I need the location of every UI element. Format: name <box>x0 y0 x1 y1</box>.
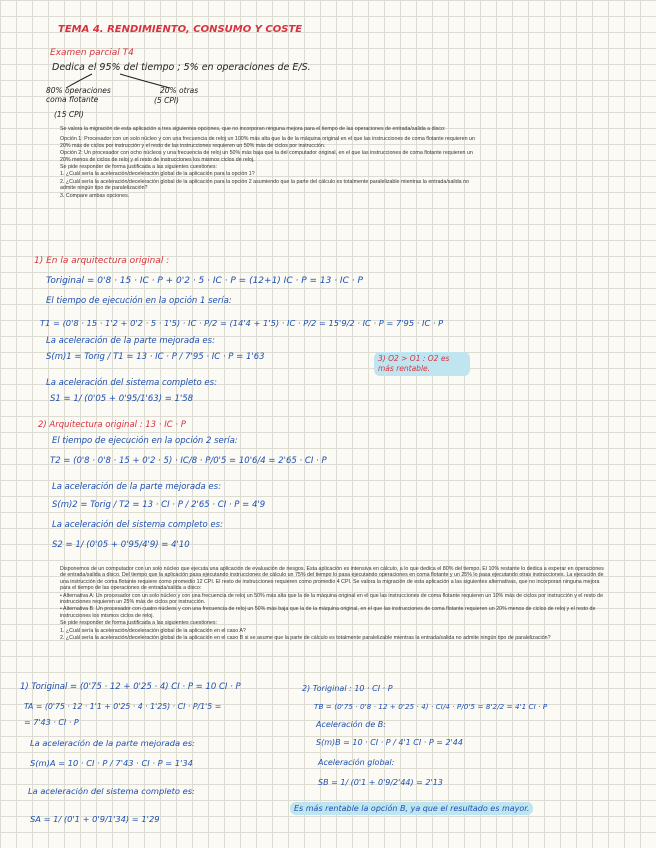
solution2-accel: S(m)2 = Torig / T2 = 13 · CI · P / 2'65 · CI · P = 4'9 <box>52 500 266 510</box>
solution1-accel-label: La aceleración de la parte mejorada es: <box>46 336 215 346</box>
solution3-ta2: = 7'43 · CI · P <box>24 718 79 727</box>
problem1-option2: Opción 2: Un procesador con ocho núcleos y una frecuencia de reloj un 50% más baja que la del computador original, en el que las instrucciones de coma flotante requieren un 20% menos de ciclos de reloj y el resto de instrucciones los mismos ciclos de reloj. <box>60 150 473 163</box>
solution2-system: S2 = 1/ (0'05 + 0'95/4'9) = 4'10 <box>52 540 190 550</box>
conclusion-highlight <box>290 802 533 815</box>
answer-highlight <box>374 352 470 376</box>
solution2-system-label: La aceleración del sistema completo es: <box>52 520 223 530</box>
other-cpi-label: (5 CPI) <box>154 96 179 105</box>
solution4-torig: 2) Toriginal : 10 · CI · P <box>302 684 393 693</box>
problem1-ask: Se pide responder de forma justificada a las siguientes cuestiones: <box>60 164 217 171</box>
problem2-q2: 2. ¿Cuál sería la aceleración/deceleración global de la aplicación en el caso B si se asume que la parte de cálculo es totalmente paralelizable mientras la entrada/salida no admite ningún tipo de paralelización? <box>60 635 551 642</box>
solution4-global: SB = 1/ (0'1 + 0'9/2'44) = 2'13 <box>318 778 443 787</box>
page-title: TEMA 4. RENDIMIENTO, CONSUMO Y COSTE <box>58 24 303 35</box>
problem1-option1: Opción 1: Procesador con un solo núcleo y con una frecuencia de reloj un 100% más alta que la de la máquina original en el que las instrucciones de coma flotante requieren un 20% más de ciclos por instrucción y el resto de las instrucciones requieren un 50% más de ciclos por instrucción. <box>60 136 475 149</box>
problem1-statement <box>60 126 480 200</box>
solution1-intro: El tiempo de ejecución en la opción 1 sería: <box>46 296 232 306</box>
solution4-accel: S(m)B = 10 · CI · P / 4'1 CI · P = 2'44 <box>316 738 463 747</box>
solution3-system: SA = 1/ (0'1 + 0'9/1'34) = 1'29 <box>30 814 160 824</box>
problem1-q1: 1. ¿Cuál sería la aceleración/deceleración global de la aplicación para la opción 1? <box>60 171 255 178</box>
problem1-intro: Se valora la migración de esta aplicación a tres siguientes opciones, que no incorporan ninguna mejora para el tiempo de las operaciones de entrada/salida a disco: <box>60 126 446 132</box>
other-ops-label: 20% otras <box>160 86 199 95</box>
problem2-altA: • Alternativa A: Un procesador con un solo núcleo y con una frecuencia de reloj un 50% más alta que la de la máquina original en el que las instrucciones de coma flotante requieren un 10% más de ciclos por instrucción y el resto de instrucciones requieren un 25% más de ciclos por instrucción. <box>60 592 604 606</box>
solution4-global-label: Aceleración global: <box>318 758 395 767</box>
solution3-torig: 1) Toriginal = (0'75 · 12 + 0'25 · 4) CI · P = 10 CI · P <box>20 682 241 692</box>
solution4-tb: TB = (0'75 · 0'8 · 12 + 0'25 · 4) · CI/4 · P/0'5 = 8'2/2 = 4'1 CI · P <box>314 702 548 711</box>
conclusion-text: Es más rentable la opción B, ya que el resultado es mayor. <box>294 804 530 813</box>
problem2-q1: 1. ¿Cuál sería la aceleración/deceleración global de la aplicación en el caso A? <box>60 627 246 634</box>
solution4-accel-label: Aceleración de B: <box>316 720 386 729</box>
solution2-heading: 2) Arquitectura original : 13 · IC · P <box>38 420 186 430</box>
problem1-q3: 3. Compare ambas opciones. <box>60 192 130 199</box>
exam-line: Dedica el 95% del tiempo ; 5% en operaciones de E/S. <box>52 62 311 73</box>
solution2-accel-label: La aceleración de la parte mejorada es: <box>52 482 221 492</box>
solution1-torig: Toriginal = 0'8 · 15 · IC · P + 0'2 · 5 · IC · P = (12+1) IC · P = 13 · IC · P <box>46 276 363 286</box>
solution1-accel: S(m)1 = Torig / T1 = 13 · IC · P / 7'95 · IC · P = 1'63 <box>46 352 265 362</box>
solution2-intro: El tiempo de ejecución en la opción 2 sería: <box>52 436 238 446</box>
solution3-accel: S(m)A = 10 · CI · P / 7'43 · CI · P = 1'34 <box>30 758 193 768</box>
exam-label: Examen parcial T4 <box>50 48 134 58</box>
solution3-system-label: La aceleración del sistema completo es: <box>28 786 195 796</box>
problem2-altB: • Alternativa B: Un procesador con cuatro núcleos y con una frecuencia de reloj un 50% más baja que la de la máquina original, en el que las instrucciones de coma flotante requieren un 20% menos de ciclos de reloj y el resto de instrucciones los mismos ciclos de reloj. <box>60 606 596 619</box>
solution3-accel-label: La aceleración de la parte mejorada es: <box>30 738 195 748</box>
float-ops-label: 80% operaciones coma flotante <box>46 86 111 104</box>
solution1-system: S1 = 1/ (0'05 + 0'95/1'63) = 1'58 <box>50 394 194 404</box>
solution1-heading: 1) En la arquitectura original : <box>34 256 170 266</box>
problem1-q2: 2. ¿Cuál sería la aceleración/deceleración global de la aplicación para la opción 2 asumiendo que la parte del cálculo es totalmente paralelizable mientras la entrada/salida no admite ningún tipo de paralelización? <box>60 178 469 192</box>
problem2-statement <box>60 566 608 642</box>
solution1-system-label: La aceleración del sistema completo es: <box>46 378 217 388</box>
problem2-ask: Se pide responder de forma justificada a las siguientes cuestiones: <box>60 620 217 627</box>
answer-text: 3) O2 > O1 : O2 es más rentable. <box>378 354 450 373</box>
solution1-t1: T1 = (0'8 · 15 · 1'2 + 0'2 · 5 · 1'5) · IC · P/2 = (14'4 + 1'5) · IC · P/2 = 15'9/2 · IC · P = 7'95 · IC · P <box>40 318 444 328</box>
solution2-t2: T2 = (0'8 · 0'8 · 15 + 0'2 · 5) · IC/8 · P/0'5 = 10'6/4 = 2'65 · CI · P <box>50 456 327 466</box>
solution3-ta: TA = (0'75 · 12 · 1'1 + 0'25 · 4 · 1'25) · CI · P/1'5 = <box>24 702 222 711</box>
problem2-p1: Disponemos de un computador con un solo núcleo que ejecuta una aplicación de evaluación de riesgos. Esta aplicación es intensiva en cálculo, a lo que dedica el 80% del tiempo. El 10% restante lo dedica a esperar en operaciones de entrada/salida a disco. Del tiempo que la aplicación pasa ejecutando instrucciones de cálculo un 75% del tiempo lo pasa ejecutando operaciones en coma flotante y un 25% lo pasa ejecutando otras instrucciones. La ejecución de una instrucción de coma flotante requiere como promedio 12 CPI. El resto de instrucciones requieren como promedio 4 CPI. Se valora la migración de esta aplicación a las siguientes alternativas, que no incorporan ninguna mejora para el tiempo de las operaciones de entrada/salida a disco: <box>60 566 604 592</box>
float-cpi-label: (15 CPI) <box>54 110 84 119</box>
